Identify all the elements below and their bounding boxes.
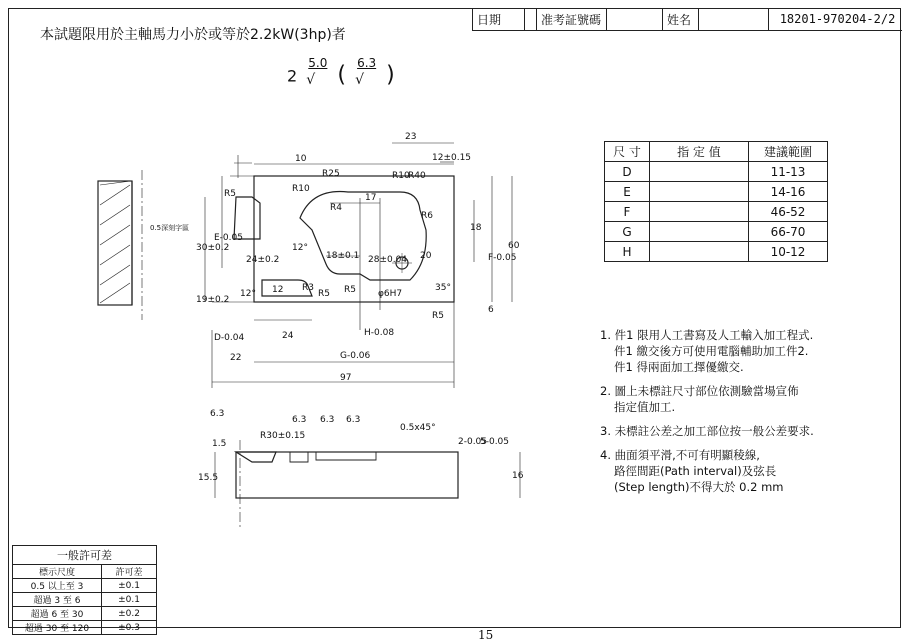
note-line: 件1 得兩面加工擇優繳交. [614, 360, 744, 374]
table-row [605, 162, 828, 182]
dim-30: 30±0.2 [196, 243, 230, 253]
roughness-mark-b: 6.3 [292, 415, 307, 425]
tolerance-col1: 標示尺度 [13, 565, 102, 579]
roughness-mark-d: 6.3 [346, 415, 361, 425]
note-item [600, 327, 900, 375]
range-cell: 46-52 [749, 202, 828, 222]
range-cell: 11-13 [749, 162, 828, 182]
angle-12b: 12° [240, 289, 256, 299]
note-number: 4. [600, 448, 611, 462]
tol-cell: ±0.1 [102, 579, 157, 593]
note-line: 件1 繳交後方可使用電腦輔助加工件2. [614, 344, 809, 358]
dim-1-5: 1.5 [212, 439, 227, 449]
table-row [605, 242, 828, 262]
dim-18: 18 [470, 223, 482, 233]
dim-97: 97 [340, 373, 352, 383]
table-row [13, 621, 157, 635]
notes-section [600, 327, 900, 503]
table-row [605, 222, 828, 242]
dim-12: 12±0.15 [432, 153, 472, 163]
value-cell[interactable] [650, 242, 749, 262]
radius-r3: R3 [302, 283, 314, 293]
dim-h: H-0.08 [364, 328, 395, 338]
front-view [236, 452, 458, 498]
range-cell: 超過 3 至 6 [13, 593, 102, 607]
radius-r4: R4 [330, 203, 342, 213]
chamfer-label: 0.5x45° [400, 423, 436, 433]
dim-20: 20 [420, 251, 432, 261]
dim-15-5: 15.5 [198, 473, 219, 483]
dim-cell: D [605, 162, 650, 182]
radius-r6: R6 [421, 211, 433, 221]
top-view [254, 176, 454, 302]
table-row [605, 182, 828, 202]
radius-r10a: R10 [292, 184, 310, 194]
value-cell[interactable] [650, 182, 749, 202]
dim-24v: 24±0.2 [246, 255, 280, 265]
roughness-other: 6.3 [357, 56, 377, 70]
radius-r10b: R10 [392, 171, 410, 181]
tolerance-title: 一般許可差 [13, 546, 157, 565]
dim-cell: G [605, 222, 650, 242]
doc-code: 18201-970204-2/2 [779, 12, 896, 26]
note-line: 件1 限用人工書寫及人工輸入加工程式. [614, 328, 814, 342]
value-cell[interactable] [650, 202, 749, 222]
dim-23: 23 [405, 132, 417, 142]
date-label: 日期 [473, 8, 525, 30]
dim-5: 5-0.05 [480, 437, 510, 447]
note-number: 3. [600, 424, 611, 438]
tolerance-table [12, 545, 157, 635]
tolerance-col2: 許可差 [102, 565, 157, 579]
radius-r30: R30±0.15 [260, 431, 306, 441]
note-item [600, 447, 900, 495]
value-cell[interactable] [650, 222, 749, 242]
dim-22: 22 [230, 353, 242, 363]
radius-r5b: R5 [318, 289, 330, 299]
range-cell: 10-12 [749, 242, 828, 262]
tol-cell: ±0.3 [102, 621, 157, 635]
check-icon: √ [355, 72, 364, 88]
note-item [600, 423, 900, 439]
page-number: 15 [478, 628, 494, 642]
angle-35: 35° [435, 283, 451, 293]
table-row [605, 202, 828, 222]
dim-18b: 18±0.1 [326, 251, 360, 261]
dim-6: 6 [488, 305, 494, 315]
dim-f: F-0.05 [488, 253, 517, 263]
range-col-header: 建議範圍 [749, 142, 828, 162]
dim-cell: E [605, 182, 650, 202]
check-icon: √ [306, 72, 316, 88]
range-cell: 14-16 [749, 182, 828, 202]
dim-28: 28±0.04 [368, 255, 408, 265]
admission-label: 准考証號碼 [537, 8, 607, 30]
dim-17: 17 [365, 193, 377, 203]
hole-label: φ6H7 [378, 289, 403, 299]
table-row [13, 607, 157, 621]
dim-2: 2-0.05 [458, 437, 488, 447]
radius-r40: R40 [408, 171, 426, 181]
note-number: 1. [600, 328, 611, 342]
dim-60: 60 [508, 241, 520, 251]
radius-r5c: R5 [344, 285, 356, 295]
dim-g: G-0.06 [340, 351, 371, 361]
radius-r5d: R5 [432, 311, 444, 321]
dim-10: 10 [295, 154, 307, 164]
range-cell: 超過 30 至 120 [13, 621, 102, 635]
dim-e: E-0.05 [214, 233, 243, 243]
angle-12: 12° [292, 243, 308, 253]
dim-cell: F [605, 202, 650, 222]
note-line: 曲面須平滑,不可有明顯稜線, [614, 448, 760, 462]
surface-roughness-symbol: 2 5.0 √ ( 6.3 √ ) [287, 56, 395, 88]
name-label: 姓名 [663, 8, 699, 30]
value-col-header: 指 定 值 [650, 142, 749, 162]
radius-r5a: R5 [224, 189, 236, 199]
dim-12v: 12 [272, 285, 284, 295]
side-note: 0.5深刻字區 [150, 224, 190, 232]
roughness-main: 5.0 [308, 56, 328, 70]
note-number: 2. [600, 384, 611, 398]
dim-24h: 24 [282, 331, 294, 341]
table-row [13, 579, 157, 593]
tol-cell: ±0.2 [102, 607, 157, 621]
range-cell: 66-70 [749, 222, 828, 242]
roughness-prefix: 2 [287, 66, 298, 86]
note-line: 指定值加工. [614, 400, 676, 414]
value-cell[interactable] [650, 162, 749, 182]
table-row [13, 593, 157, 607]
roughness-mark-a: 6.3 [210, 409, 225, 419]
note-line: 未標註公差之加工部位按一般公差要求. [614, 424, 814, 438]
dim-col-header: 尺 寸 [605, 142, 650, 162]
tol-cell: ±0.1 [102, 593, 157, 607]
roughness-mark-c: 6.3 [320, 415, 335, 425]
range-cell: 超過 6 至 30 [13, 607, 102, 621]
dim-19: 19±0.2 [196, 295, 230, 305]
dimension-table [604, 141, 828, 262]
page-title: 本試題限用於主軸馬力小於或等於2.2kW(3hp)者 [40, 27, 346, 43]
note-line: 路徑間距(Path interval)及弦長 [614, 464, 777, 478]
radius-r25: R25 [322, 169, 340, 179]
note-item [600, 383, 900, 415]
dim-d: D-0.04 [214, 333, 245, 343]
dim-cell: H [605, 242, 650, 262]
note-line: (Step length)不得大於 0.2 mm [614, 480, 784, 494]
note-line: 圖上未標註尺寸部位依測驗當場宣佈 [614, 384, 799, 398]
dim-16: 16 [512, 471, 524, 481]
range-cell: 0.5 以上至 3 [13, 579, 102, 593]
